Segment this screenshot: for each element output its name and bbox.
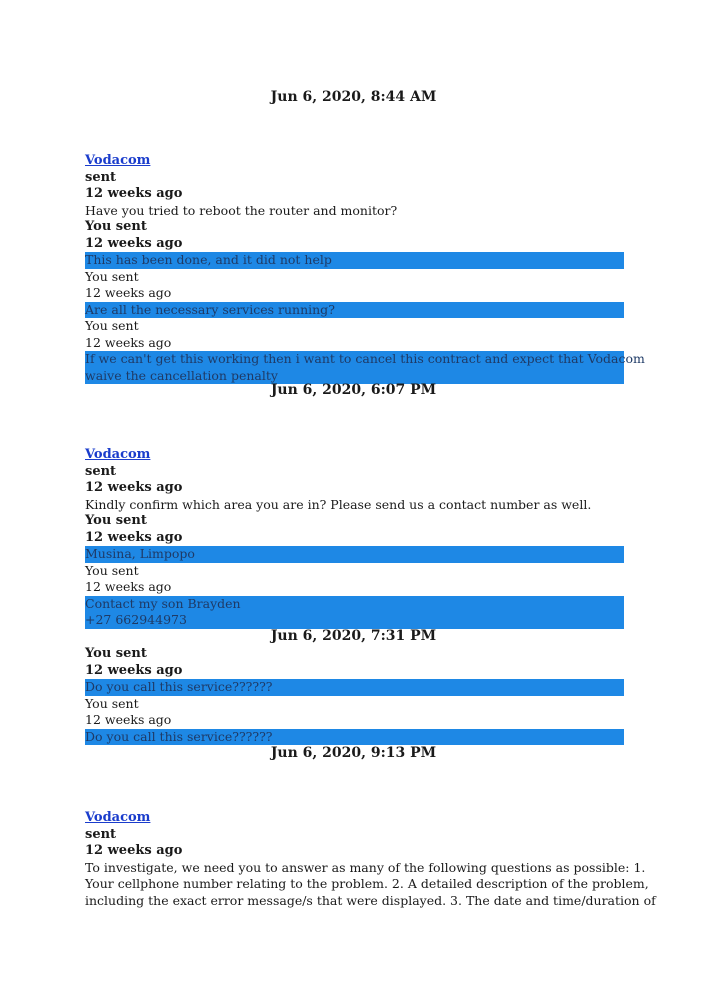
reply-highlighted: Do you call this service?????? xyxy=(85,729,624,746)
you-sent-label: You sent xyxy=(85,695,139,711)
sent-time: 12 weeks ago xyxy=(85,480,183,495)
reply-highlighted-multiline xyxy=(85,351,645,384)
you-sent-time: 12 weeks ago xyxy=(85,285,172,300)
message-text-line: Your cellphone number relating to the problem. 2. A detailed description of the problem, xyxy=(85,876,649,891)
timestamp-heading: Jun 6, 2020, 6:07 PM xyxy=(270,382,437,398)
reply-highlighted: Do you call this service?????? xyxy=(85,679,624,696)
message-text: Kindly confirm which area you are in? Please send us a contact number as well. xyxy=(85,496,592,512)
you-sent-time: 12 weeks ago xyxy=(85,579,172,594)
timestamp-heading: Jun 6, 2020, 8:44 AM xyxy=(270,89,437,105)
reply-line: waive the cancellation penalty xyxy=(85,367,278,383)
reply-highlighted: Musina, Limpopo xyxy=(85,546,624,563)
sent-label: sent xyxy=(85,169,117,185)
reply-line: +27 662944973 xyxy=(85,612,187,627)
message-thread-2 xyxy=(85,447,624,629)
sent-label: sent xyxy=(85,463,117,479)
you-sent-time: 12 weeks ago xyxy=(85,662,183,678)
reply-line: Contact my son Brayden xyxy=(85,595,241,611)
message-text: Have you tried to reboot the router and monitor? xyxy=(85,202,398,218)
sent-time: 12 weeks ago xyxy=(85,186,183,201)
you-sent-time: 12 weeks ago xyxy=(85,235,183,251)
reply-highlighted: Are all the necessary services running? xyxy=(85,302,624,319)
you-sent-time: 12 weeks ago xyxy=(85,712,172,727)
message-text-line: including the exact error message/s that were displayed. 3. The date and time/duration of xyxy=(85,892,656,908)
message-thread-3 xyxy=(85,646,624,745)
you-sent-label: You sent xyxy=(85,513,147,528)
sender-link-vodacom[interactable]: Vodacom xyxy=(85,153,151,168)
sent-label: sent xyxy=(85,826,117,842)
sent-time: 12 weeks ago xyxy=(85,843,183,858)
you-sent-time: 12 weeks ago xyxy=(85,334,172,350)
reply-highlighted: This has been done, and it did not help xyxy=(85,252,624,269)
sender-link-vodacom[interactable]: Vodacom xyxy=(85,810,151,825)
you-sent-label: You sent xyxy=(85,562,139,578)
you-sent-label: You sent xyxy=(85,268,139,284)
timestamp-heading: Jun 6, 2020, 9:13 PM xyxy=(270,745,437,761)
sender-link-vodacom[interactable]: Vodacom xyxy=(85,447,151,462)
message-thread-1 xyxy=(85,153,645,384)
timestamp-heading: Jun 6, 2020, 7:31 PM xyxy=(270,628,437,644)
message-thread-4 xyxy=(85,810,656,909)
you-sent-label: You sent xyxy=(85,646,147,661)
reply-line: If we can't get this working then i want to cancel this contract and expect that Vodacom xyxy=(85,351,645,366)
message-text-line: To investigate, we need you to answer as many of the following questions as possible: 1. xyxy=(85,859,646,875)
you-sent-label: You sent xyxy=(85,318,139,333)
you-sent-time: 12 weeks ago xyxy=(85,529,183,545)
reply-highlighted-multiline xyxy=(85,596,624,629)
you-sent-label: You sent xyxy=(85,219,147,234)
